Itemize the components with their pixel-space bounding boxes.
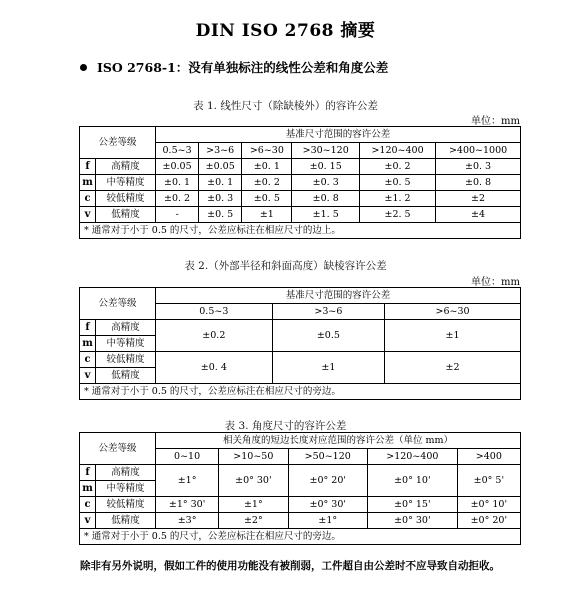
class-letter: v — [80, 513, 96, 529]
range-column-header: >400~1000 — [436, 143, 521, 159]
class-letter: m — [80, 175, 96, 191]
tolerance-cell: ±1 — [385, 320, 521, 352]
range-column-header: >10~50 — [219, 449, 288, 465]
class-name: 中等精度 — [96, 336, 156, 352]
range-column-header: 0.5~3 — [156, 304, 273, 320]
tolerance-cell: ±0. 15 — [292, 159, 360, 175]
tolerance-cell: ±0. 1 — [242, 159, 292, 175]
tolerance-cell: ±4 — [436, 207, 521, 223]
table1-unit: 单位：mm — [471, 116, 520, 127]
col-header-class: 公差等级 — [80, 127, 156, 159]
tolerance-cell: ±0° 15' — [368, 497, 458, 513]
class-letter: v — [80, 368, 96, 384]
table2-unit: 单位：mm — [471, 277, 520, 288]
table-row — [80, 465, 521, 481]
tolerance-cell: ±1 — [242, 207, 292, 223]
tolerance-cell: ±2 — [385, 352, 521, 384]
tolerance-cell: ±1° — [156, 465, 219, 497]
class-letter: c — [80, 352, 96, 368]
tolerance-cell: ±0. 3 — [292, 175, 360, 191]
tolerance-cell: ±0° 30' — [368, 513, 458, 529]
class-name: 高精度 — [96, 320, 156, 336]
tolerance-cell: ±0. 5 — [242, 191, 292, 207]
tolerance-cell: ±0. 3 — [199, 191, 242, 207]
tolerance-cell: ±1. 2 — [359, 191, 435, 207]
table-row — [80, 175, 521, 191]
range-column-header: >3~6 — [199, 143, 242, 159]
class-letter: f — [80, 465, 96, 481]
tolerance-cell: ±2 — [436, 191, 521, 207]
range-column-header: >50~120 — [288, 449, 368, 465]
class-name: 低精度 — [96, 513, 156, 529]
class-name: 高精度 — [96, 159, 156, 175]
class-letter: f — [80, 320, 96, 336]
table2-caption: 表 2.（外部半径和斜面高度）缺棱容许公差 — [184, 260, 387, 272]
range-column-header: >120~400 — [359, 143, 435, 159]
footer-note: 除非有另外说明，假如工件的使用功能没有被削弱，工件超自由公差时不应导致自动拒收。 — [80, 560, 500, 572]
class-letter: c — [80, 497, 96, 513]
class-letter: m — [80, 336, 96, 352]
tolerance-cell: ±0. 8 — [292, 191, 360, 207]
angle-tolerance-table — [79, 432, 521, 545]
range-column-header: >6~30 — [385, 304, 521, 320]
class-name: 较低精度 — [96, 191, 156, 207]
tolerance-cell: ±0.05 — [199, 159, 242, 175]
table3-note: * 通常对于小于 0.5 的尺寸，公差应标注在相应尺寸的旁边。 — [80, 529, 521, 545]
page-title: DIN ISO 2768 摘要 — [195, 21, 376, 41]
table-row — [80, 159, 521, 175]
class-name: 高精度 — [96, 465, 156, 481]
range-column-header: >400 — [457, 449, 520, 465]
tolerance-cell: ±0.2 — [156, 320, 273, 352]
range-column-header: >6~30 — [242, 143, 292, 159]
class-name: 中等精度 — [96, 481, 156, 497]
tolerance-cell: ±0. 5 — [359, 175, 435, 191]
tolerance-cell: ±0. 3 — [436, 159, 521, 175]
class-letter: f — [80, 159, 96, 175]
tolerance-cell: ±0. 4 — [156, 352, 273, 384]
range-column-header: >30~120 — [292, 143, 360, 159]
tolerance-cell: ±0. 2 — [156, 191, 199, 207]
class-letter: m — [80, 481, 96, 497]
range-column-header: >120~400 — [368, 449, 458, 465]
table1-caption: 表 1. 线性尺寸（除缺棱外）的容许公差 — [193, 100, 378, 112]
table3-caption: 表 3. 角度尺寸的容许公差 — [224, 420, 347, 432]
range-column-header: 0~10 — [156, 449, 219, 465]
range-column-header: >3~6 — [272, 304, 384, 320]
tolerance-cell: ±0° 10' — [457, 497, 520, 513]
tolerance-cell: ±0° 20' — [457, 513, 520, 529]
class-letter: v — [80, 207, 96, 223]
bullet-icon — [80, 64, 87, 71]
tolerance-cell: ±0° 20' — [288, 465, 368, 497]
tolerance-cell: ±0° 10' — [368, 465, 458, 497]
tolerance-cell: ±1 — [272, 352, 384, 384]
tolerance-cell: ±2. 5 — [359, 207, 435, 223]
table1-note: * 通常对于小于 0.5 的尺寸，公差应标注在相应尺寸的边上。 — [80, 223, 521, 239]
table-row — [80, 513, 521, 529]
table-row — [80, 191, 521, 207]
tolerance-cell: ±1° — [219, 497, 288, 513]
tolerance-cell: ±0. 8 — [436, 175, 521, 191]
tolerance-cell: ±1° — [288, 513, 368, 529]
linear-tolerance-table — [79, 126, 521, 239]
tolerance-cell: ±0.5 — [272, 320, 384, 352]
tolerance-cell: ±0° 30' — [219, 465, 288, 497]
chamfer-tolerance-table — [79, 287, 521, 400]
col-header-range: 基准尺寸范围的容许公差 — [156, 127, 521, 143]
tolerance-cell: ±2° — [219, 513, 288, 529]
tolerance-cell: ±3° — [156, 513, 219, 529]
class-name: 较低精度 — [96, 497, 156, 513]
tolerance-cell: ±0° 5' — [457, 465, 520, 497]
table-row — [80, 497, 521, 513]
tolerance-cell: - — [156, 207, 199, 223]
tolerance-cell: ±0° 30' — [288, 497, 368, 513]
section-heading: ISO 2768-1：没有单独标注的线性公差和角度公差 — [80, 58, 388, 76]
table-row — [80, 320, 521, 336]
tolerance-cell: ±1° 30' — [156, 497, 219, 513]
tolerance-cell: ±0. 5 — [199, 207, 242, 223]
tolerance-cell: ±0. 1 — [156, 175, 199, 191]
col-header-class: 公差等级 — [80, 288, 156, 320]
tolerance-cell: ±0. 2 — [242, 175, 292, 191]
table2-note: * 通常对于小于 0.5 的尺寸，公差应标注在相应尺寸的旁边。 — [80, 384, 521, 400]
class-name: 低精度 — [96, 207, 156, 223]
table-row — [80, 207, 521, 223]
class-name: 低精度 — [96, 368, 156, 384]
col-header-range: 基准尺寸范围的容许公差 — [156, 288, 521, 304]
range-column-header: 0.5~3 — [156, 143, 199, 159]
tolerance-cell: ±0. 1 — [199, 175, 242, 191]
tolerance-cell: ±0.05 — [156, 159, 199, 175]
tolerance-cell: ±0. 2 — [359, 159, 435, 175]
class-name: 较低精度 — [96, 352, 156, 368]
class-letter: c — [80, 191, 96, 207]
col-header-class: 公差等级 — [80, 433, 156, 465]
class-name: 中等精度 — [96, 175, 156, 191]
col-header-range: 相关角度的短边长度对应范围的容许公差（单位 mm） — [156, 433, 521, 449]
tolerance-cell: ±1. 5 — [292, 207, 360, 223]
table-row — [80, 352, 521, 368]
